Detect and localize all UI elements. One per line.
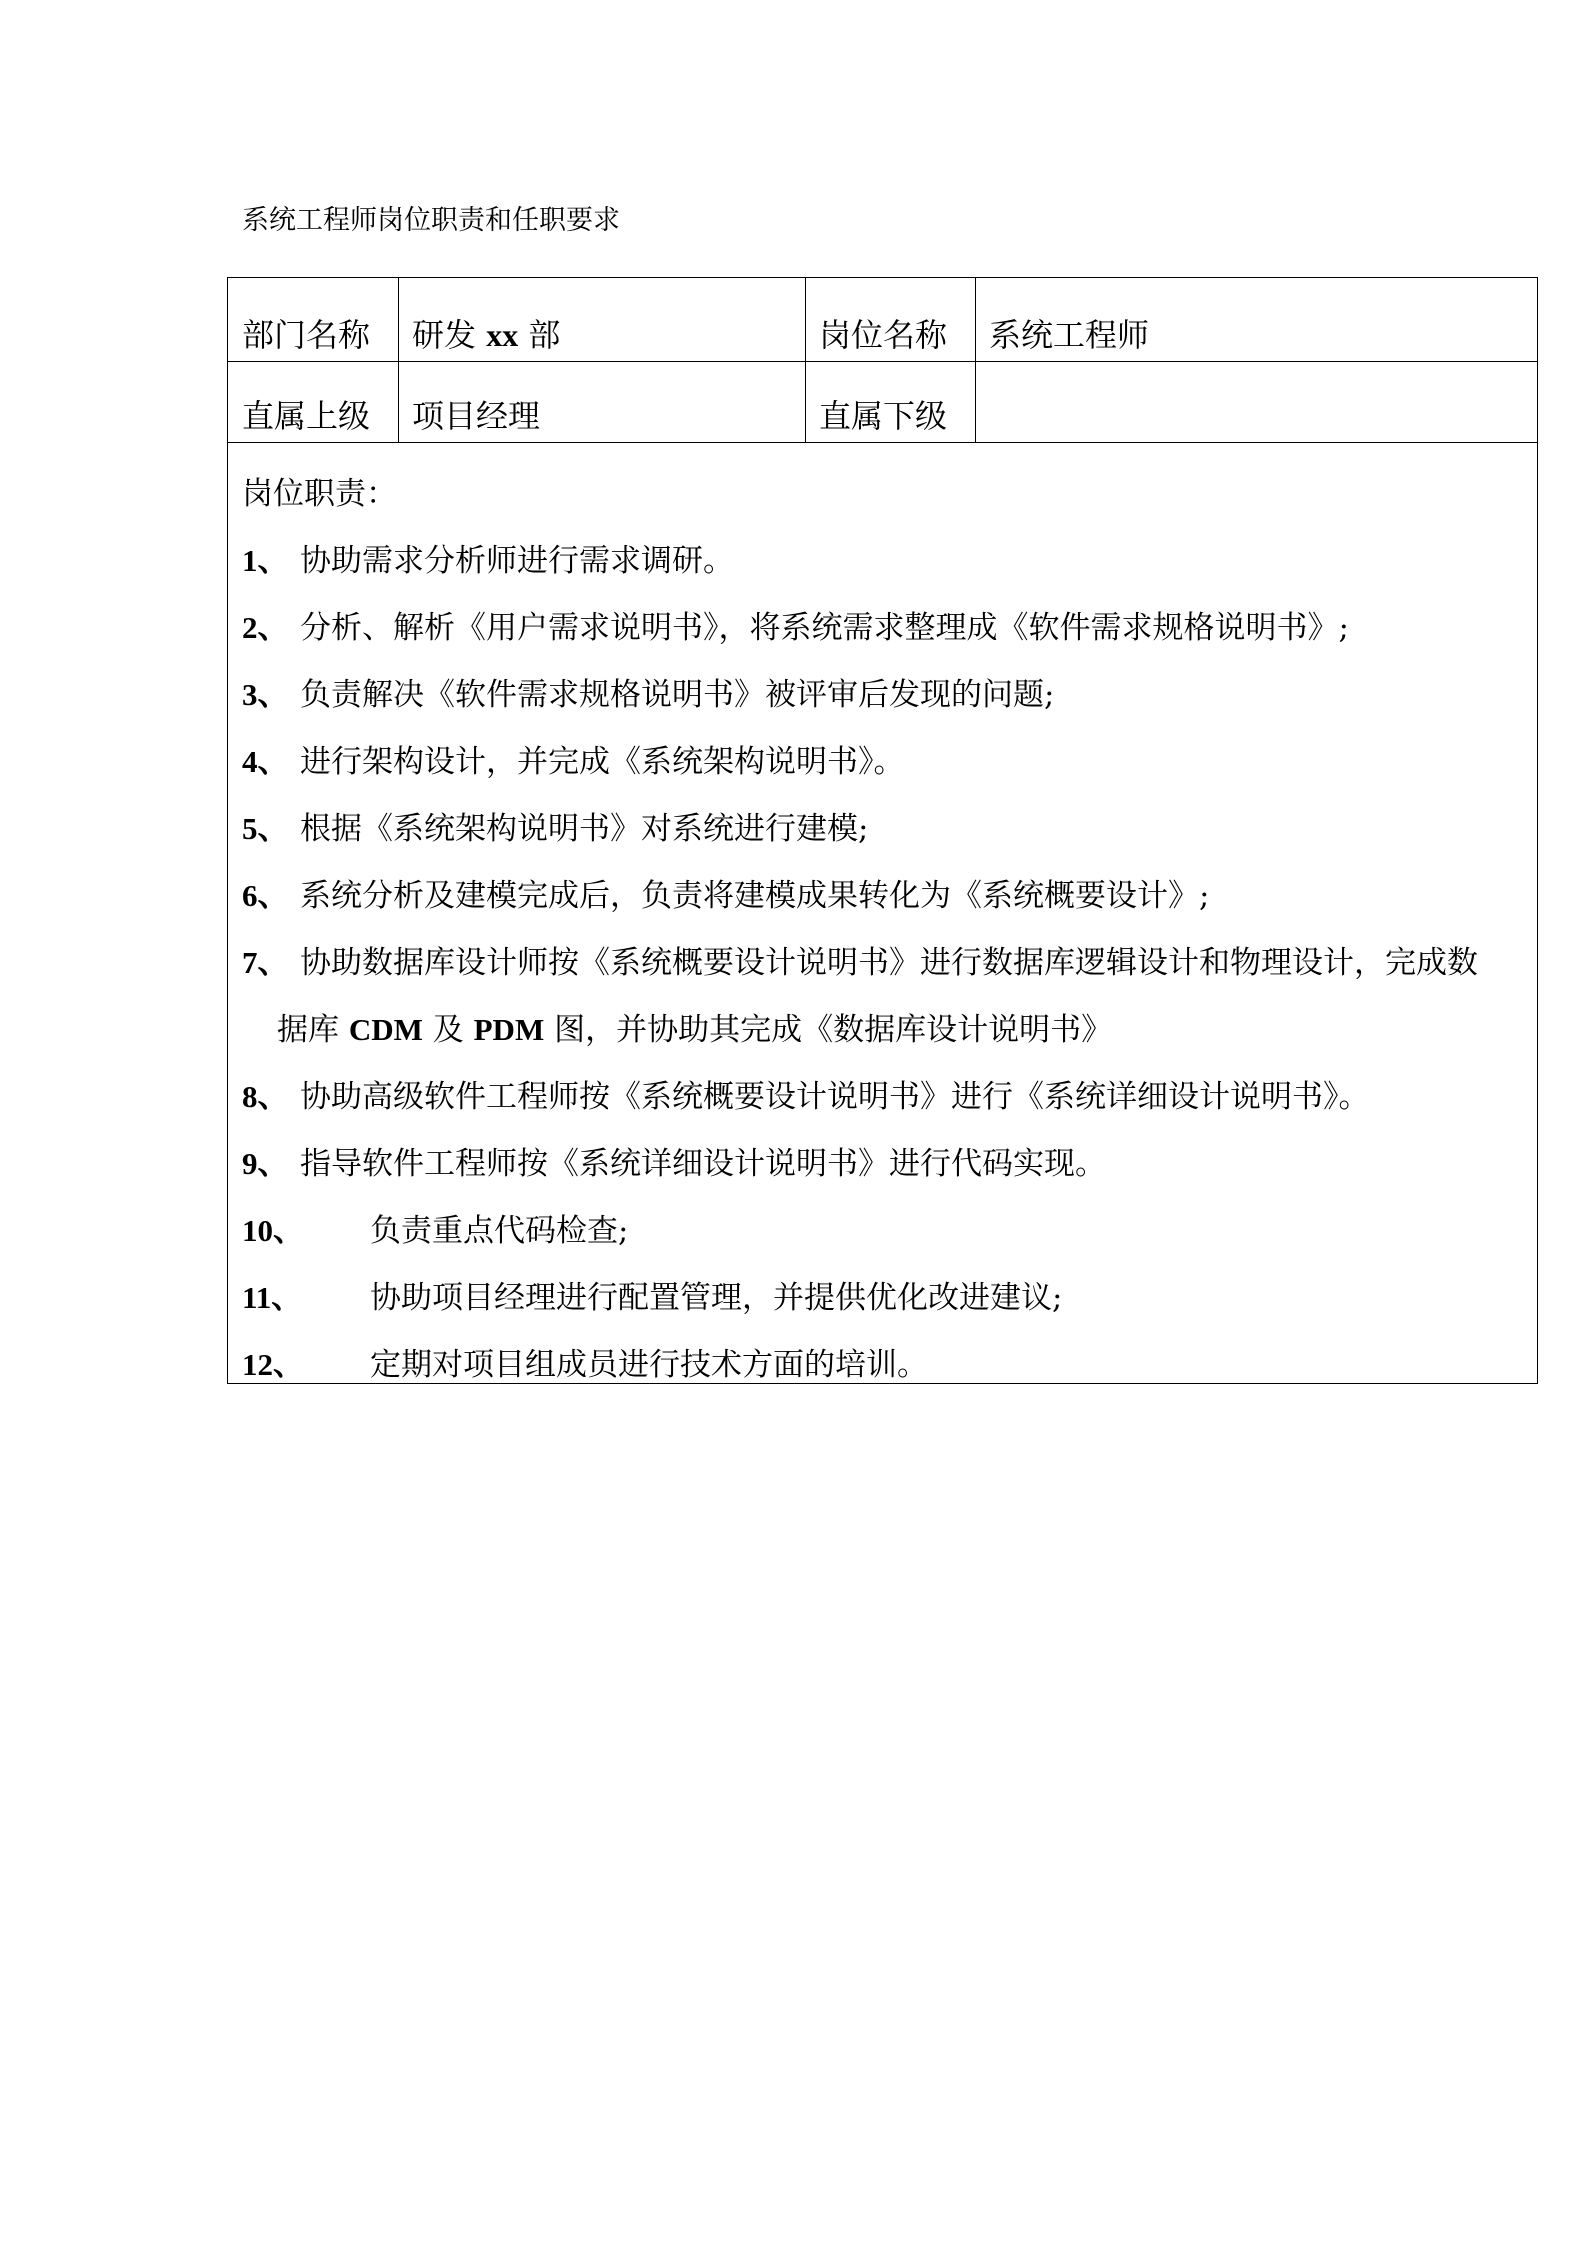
duty-item [242, 1339, 1532, 1384]
duty-text: 根据《系统架构说明书》对系统进行建模; [300, 811, 869, 847]
col-divider [805, 278, 806, 443]
row-divider [228, 442, 1537, 443]
duty-text: 协助高级软件工程师按《系统概要设计说明书》进行《系统详细设计说明书》。 [300, 1079, 1370, 1115]
duty-item [242, 535, 1532, 580]
duty-item [242, 1138, 1532, 1183]
duty-number: 5、 [242, 811, 289, 846]
duty-text: 定期对项目组成员进行技术方面的培训。 [370, 1347, 928, 1383]
superior-value: 项目经理 [412, 397, 541, 435]
duty-text: 指导软件工程师按《系统详细设计说明书》进行代码实现。 [300, 1146, 1106, 1182]
duty-text: 进行架构设计，并完成《系统架构说明书》。 [300, 744, 905, 780]
duty-text: 分析、解析《用户需求说明书》，将系统需求整理成《软件需求规格说明书》; [300, 610, 1349, 646]
duty-number: 2、 [242, 610, 289, 645]
duty-number: 9、 [242, 1146, 289, 1181]
duty-number: 4、 [242, 744, 289, 779]
duty-text: 负责重点代码检查; [370, 1213, 629, 1249]
col-divider [975, 278, 976, 443]
col-divider [398, 278, 399, 443]
duty-item [242, 736, 1532, 781]
duty-text-part: CDM [348, 1012, 423, 1047]
duty-item [242, 803, 1532, 848]
position-value: 系统工程师 [989, 316, 1150, 354]
duty-number: 12、 [242, 1347, 304, 1382]
dept-value-prefix: 研发 [412, 316, 487, 354]
duty-text-part: PDM [473, 1012, 545, 1047]
duty-number: 11、 [242, 1280, 303, 1315]
duty-number: 1、 [242, 543, 289, 578]
duties-heading: 岗位职责： [242, 476, 397, 512]
job-table [227, 277, 1538, 1384]
duty-text: 系统分析及建模完成后，负责将建模成果转化为《系统概要设计》; [300, 878, 1210, 914]
duty-text-part: 据库 [277, 1012, 349, 1048]
duty-item [242, 937, 1532, 982]
duty-item-continuation [277, 1004, 1112, 1049]
subordinate-label: 直属下级 [819, 397, 948, 435]
duty-number: 6、 [242, 878, 289, 913]
duty-item [242, 1071, 1532, 1116]
duty-number: 3、 [242, 677, 289, 712]
duty-item [242, 1272, 1532, 1317]
duty-number: 10、 [242, 1213, 304, 1248]
dept-label: 部门名称 [242, 316, 371, 354]
dept-value-suffix: 部 [518, 316, 561, 354]
superior-label: 直属上级 [242, 397, 371, 435]
duty-item [242, 669, 1532, 714]
duty-text: 协助需求分析师进行需求调研。 [300, 543, 734, 579]
duty-number: 8、 [242, 1079, 289, 1114]
duty-text: 协助数据库设计师按《系统概要设计说明书》进行数据库逻辑设计和物理设计，完成数 [300, 945, 1478, 981]
row-divider [228, 361, 1537, 362]
duty-text-part: 图，并协助其完成《数据库设计说明书》 [544, 1012, 1113, 1048]
duty-item [242, 602, 1532, 647]
duty-text: 协助项目经理进行配置管理，并提供优化改进建议; [370, 1280, 1063, 1316]
duty-text: 负责解决《软件需求规格说明书》被评审后发现的问题; [300, 677, 1055, 713]
dept-value [412, 310, 560, 356]
duty-item [242, 870, 1532, 915]
position-label: 岗位名称 [819, 316, 948, 354]
dept-value-xx: xx [486, 317, 519, 353]
duty-item [242, 1205, 1532, 1250]
duty-number: 7、 [242, 945, 289, 980]
document-title: 系统工程师岗位职责和任职要求 [242, 205, 620, 236]
duty-text-part: 及 [422, 1012, 474, 1048]
